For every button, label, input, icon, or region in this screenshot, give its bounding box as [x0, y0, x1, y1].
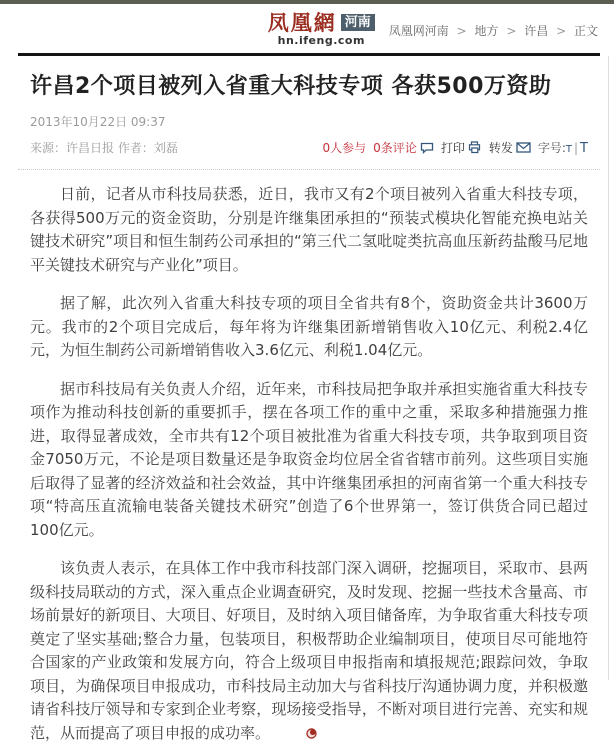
page-right-border [608, 56, 609, 680]
paragraph-4 [30, 557, 588, 746]
header-divider [18, 53, 600, 56]
breadcrumb-separator: > [457, 24, 467, 38]
breadcrumb-separator: > [556, 24, 566, 38]
printer-icon [468, 141, 482, 154]
paragraph-3: 据市科技局有关负责人介绍，近年来，市科技局把争取并承担实施省重大科技专项作为推动科技创新的重要抓手，摆在各项工作的重中之重，采取多种措施强力推进，取得显著成效，全市共有12个项目被批准为省重大科技专项，共争取到项目资金7050万元，不论是项目数量还是争取资金均位居全省省辖市前列。这些项目实施后取得了显著的经济效益和社会效益，其中许继集团承担的河南省第一个重大科技专项“特高压直流输电装备关键技术研究”创造了6个世界第一，签订供货合同已超过100亿元。 [30, 378, 588, 543]
forward-button[interactable] [489, 139, 531, 156]
phoenix-endmark-icon [276, 723, 317, 746]
envelope-icon [516, 142, 531, 153]
comments-label: 0条评论 [373, 139, 417, 156]
font-smaller-button[interactable]: T [566, 144, 572, 155]
breadcrumb-item-city[interactable]: 许昌 [524, 24, 548, 38]
comment-bubble-icon [420, 142, 434, 154]
source-label: 来源： [30, 141, 66, 155]
breadcrumb-item-current: 正文 [574, 24, 598, 38]
logo-region-badge: 河南 [341, 14, 375, 31]
font-size-divider: | [574, 141, 578, 155]
site-header [0, 4, 614, 53]
article-toolbar [323, 139, 588, 156]
article-title: 许昌2个项目被列入省重大科技专项 各获500万资助 [30, 72, 588, 102]
font-size-control [538, 139, 588, 156]
print-label: 打印 [441, 139, 465, 156]
article-datetime: 2013年10月22日 09:37 [30, 113, 588, 130]
logo-domain-text: hn.ifeng.com [268, 34, 375, 47]
author-label: 作者： [118, 141, 154, 155]
font-larger-button[interactable]: T [580, 141, 588, 156]
article-source-line [30, 139, 178, 156]
breadcrumb-item-region[interactable]: 地方 [475, 24, 499, 38]
paragraph-2: 据了解，此次列入省重大科技专项的项目全省共有8个，资助资金共计3600万元。我市的2个项目完成后，每年将为许继集团新增销售收入10亿元、利税2.4亿元，为恒生制药公司新增销售收入3.6亿元、利税1.04亿元。 [30, 292, 588, 363]
paragraph-1: 日前，记者从市科技局获悉，近日，我市又有2个项目被列入省重大科技专项，各获得500万元的资金资助，分别是许继集团承担的“预装式模块化智能充换电站关键技术研究”项目和恒生制药公司承担的“第三代二氢吡啶类抗高血压新药盐酸马尼地平关键技术研究与产业化”项目。 [30, 183, 588, 277]
article-body [18, 170, 600, 746]
article-meta-row [30, 139, 588, 169]
site-logo[interactable] [268, 12, 375, 47]
breadcrumb [389, 20, 598, 39]
font-size-label: 字号: [538, 139, 566, 156]
comments-link[interactable] [373, 139, 434, 156]
source-name: 许昌日报 [66, 141, 114, 155]
breadcrumb-item-home[interactable]: 凤凰网河南 [389, 24, 449, 38]
participants-link[interactable]: 0人参与 [323, 139, 367, 156]
paragraph-4-text: 该负责人表示，在具体工作中我市科技部门深入调研，挖掘项目，采取市、县两级科技局联动的方式，深入重点企业调查研究，及时发现、挖掘一些技术含量高、市场前景好的新项目、大项目、好项目，及时纳入项目储备库，为争取省重大科技专项奠定了坚实基础;整合力量，包装项目，积极帮助企业编制项目，使项目尽可能地符合国家的产业政策和发展方向，符合上级项目申报指南和填报规范;跟踪问效，争取项目，为确保项目申报成功，市科技局主动加大与省科技厅沟通协调力度，并积极邀请省科技厅领导和专家到企业考察，现场接受指导，不断对项目进行完善、充实和规范，从而提高了项目申报的成功率。 [30, 559, 588, 742]
logo-brand-text: 凤凰網 [268, 12, 337, 33]
forward-label: 转发 [489, 139, 513, 156]
article-container [0, 72, 614, 746]
author-name: 刘磊 [154, 141, 178, 155]
breadcrumb-separator: > [506, 24, 516, 38]
print-button[interactable] [441, 139, 482, 156]
